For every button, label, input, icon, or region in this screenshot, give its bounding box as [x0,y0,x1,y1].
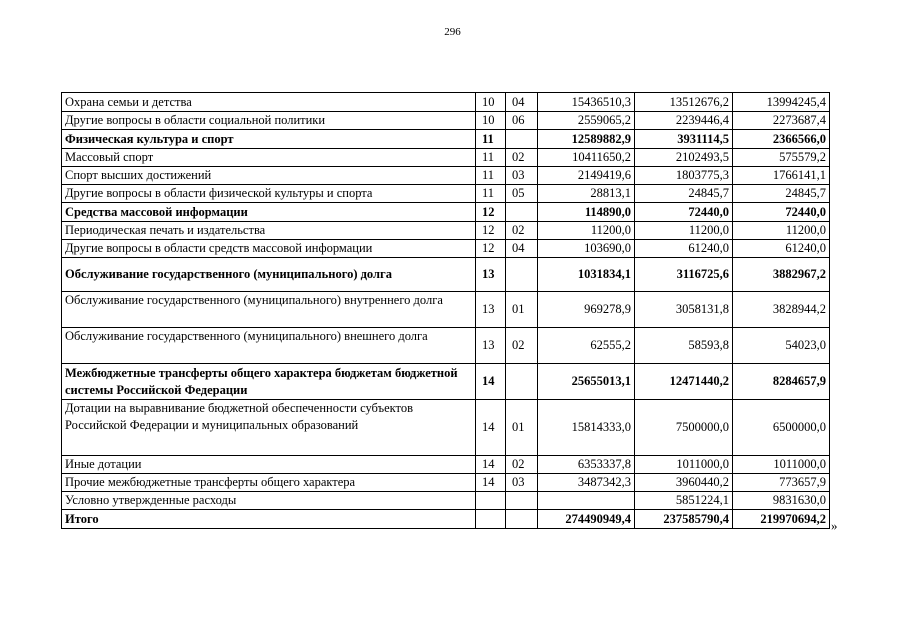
section-code-cell [476,510,506,529]
subsection-code-cell [506,203,538,222]
row-name-cell: Массовый спорт [62,149,476,167]
amount-year1-cell: 10411650,2 [538,149,635,167]
amount-year1-cell [538,492,635,510]
table-row [62,112,830,130]
section-code-cell [476,492,506,510]
amount-year1-cell: 274490949,4 [538,510,635,529]
amount-year2-cell: 2239446,4 [635,112,733,130]
table-row [62,258,830,292]
row-name-cell: Обслуживание государственного (муниципального) долга [62,258,476,292]
table-row [62,328,830,364]
row-name-cell: Дотации на выравнивание бюджетной обеспеченности субъектов Российской Федерации и муниципальных образований [62,400,476,456]
subsection-code-cell: 04 [506,240,538,258]
amount-year2-cell: 237585790,4 [635,510,733,529]
amount-year2-cell: 13512676,2 [635,93,733,112]
table-row [62,400,830,456]
table-row [62,474,830,492]
amount-year1-cell: 103690,0 [538,240,635,258]
amount-year3-cell: 1766141,1 [733,167,830,185]
row-name-cell: Межбюджетные трансферты общего характера бюджетам бюджетной системы Российской Федерации [62,364,476,400]
subsection-code-cell: 01 [506,400,538,456]
amount-year3-cell: 61240,0 [733,240,830,258]
amount-year3-cell: 3828944,2 [733,292,830,328]
amount-year3-cell: 13994245,4 [733,93,830,112]
amount-year3-cell: 575579,2 [733,149,830,167]
row-name-cell: Иные дотации [62,456,476,474]
table-row [62,185,830,203]
amount-year1-cell: 6353337,8 [538,456,635,474]
subsection-code-cell [506,492,538,510]
table-row [62,492,830,510]
section-code-cell: 13 [476,292,506,328]
amount-year1-cell: 28813,1 [538,185,635,203]
table-row [62,456,830,474]
amount-year2-cell: 61240,0 [635,240,733,258]
subsection-code-cell: 06 [506,112,538,130]
section-code-cell: 11 [476,130,506,149]
row-name-cell: Условно утвержденные расходы [62,492,476,510]
row-name-cell: Спорт высших достижений [62,167,476,185]
amount-year2-cell: 72440,0 [635,203,733,222]
amount-year1-cell: 12589882,9 [538,130,635,149]
amount-year2-cell: 7500000,0 [635,400,733,456]
section-code-cell: 12 [476,203,506,222]
budget-table [61,92,830,529]
amount-year3-cell: 2273687,4 [733,112,830,130]
row-name-cell: Другие вопросы в области физической культуры и спорта [62,185,476,203]
table-row [62,149,830,167]
amount-year2-cell: 1803775,3 [635,167,733,185]
amount-year3-cell: 54023,0 [733,328,830,364]
amount-year1-cell: 11200,0 [538,222,635,240]
row-name-cell: Средства массовой информации [62,203,476,222]
subsection-code-cell: 02 [506,149,538,167]
section-code-cell: 13 [476,258,506,292]
amount-year3-cell: 11200,0 [733,222,830,240]
amount-year2-cell: 12471440,2 [635,364,733,400]
subsection-code-cell: 02 [506,456,538,474]
row-name-cell: Физическая культура и спорт [62,130,476,149]
amount-year3-cell: 1011000,0 [733,456,830,474]
section-code-cell: 10 [476,93,506,112]
amount-year3-cell: 6500000,0 [733,400,830,456]
subsection-code-cell: 02 [506,222,538,240]
subsection-code-cell: 05 [506,185,538,203]
amount-year3-cell: 3882967,2 [733,258,830,292]
table-row [62,130,830,149]
amount-year2-cell: 24845,7 [635,185,733,203]
amount-year2-cell: 3058131,8 [635,292,733,328]
subsection-code-cell: 03 [506,167,538,185]
section-code-cell: 14 [476,364,506,400]
amount-year2-cell: 58593,8 [635,328,733,364]
section-code-cell: 14 [476,400,506,456]
amount-year3-cell: 773657,9 [733,474,830,492]
section-code-cell: 11 [476,149,506,167]
amount-year2-cell: 5851224,1 [635,492,733,510]
amount-year1-cell: 3487342,3 [538,474,635,492]
subsection-code-cell [506,510,538,529]
table-row [62,167,830,185]
amount-year2-cell: 3116725,6 [635,258,733,292]
amount-year1-cell: 15814333,0 [538,400,635,456]
amount-year2-cell: 3960440,2 [635,474,733,492]
amount-year1-cell: 25655013,1 [538,364,635,400]
subsection-code-cell: 01 [506,292,538,328]
table-row [62,222,830,240]
table-row [62,364,830,400]
row-name-cell: Охрана семьи и детства [62,93,476,112]
table-row [62,292,830,328]
table-row [62,510,830,529]
section-code-cell: 11 [476,185,506,203]
row-name-cell: Другие вопросы в области средств массовой информации [62,240,476,258]
row-name-cell: Прочие межбюджетные трансферты общего характера [62,474,476,492]
section-code-cell: 14 [476,456,506,474]
amount-year3-cell: 72440,0 [733,203,830,222]
subsection-code-cell [506,258,538,292]
section-code-cell: 14 [476,474,506,492]
amount-year1-cell: 1031834,1 [538,258,635,292]
amount-year3-cell: 8284657,9 [733,364,830,400]
section-code-cell: 12 [476,240,506,258]
row-name-cell: Другие вопросы в области социальной политики [62,112,476,130]
amount-year1-cell: 2149419,6 [538,167,635,185]
amount-year2-cell: 1011000,0 [635,456,733,474]
table-row [62,203,830,222]
subsection-code-cell: 03 [506,474,538,492]
section-code-cell: 10 [476,112,506,130]
amount-year3-cell: 2366566,0 [733,130,830,149]
section-code-cell: 11 [476,167,506,185]
amount-year2-cell: 11200,0 [635,222,733,240]
amount-year2-cell: 2102493,5 [635,149,733,167]
subsection-code-cell [506,364,538,400]
section-code-cell: 13 [476,328,506,364]
table-row [62,240,830,258]
amount-year1-cell: 62555,2 [538,328,635,364]
amount-year2-cell: 3931114,5 [635,130,733,149]
table-row [62,93,830,112]
amount-year1-cell: 15436510,3 [538,93,635,112]
subsection-code-cell: 02 [506,328,538,364]
amount-year3-cell: 9831630,0 [733,492,830,510]
amount-year1-cell: 2559065,2 [538,112,635,130]
page-number: 296 [444,26,461,38]
section-code-cell: 12 [476,222,506,240]
amount-year3-cell: 219970694,2 [733,510,830,529]
amount-year1-cell: 969278,9 [538,292,635,328]
row-name-cell: Обслуживание государственного (муниципального) внешнего долга [62,328,476,364]
row-name-cell: Обслуживание государственного (муниципального) внутреннего долга [62,292,476,328]
row-name-cell: Итого [62,510,476,529]
subsection-code-cell: 04 [506,93,538,112]
row-name-cell: Периодическая печать и издательства [62,222,476,240]
closing-quote: » [831,518,838,533]
amount-year3-cell: 24845,7 [733,185,830,203]
amount-year1-cell: 114890,0 [538,203,635,222]
subsection-code-cell [506,130,538,149]
